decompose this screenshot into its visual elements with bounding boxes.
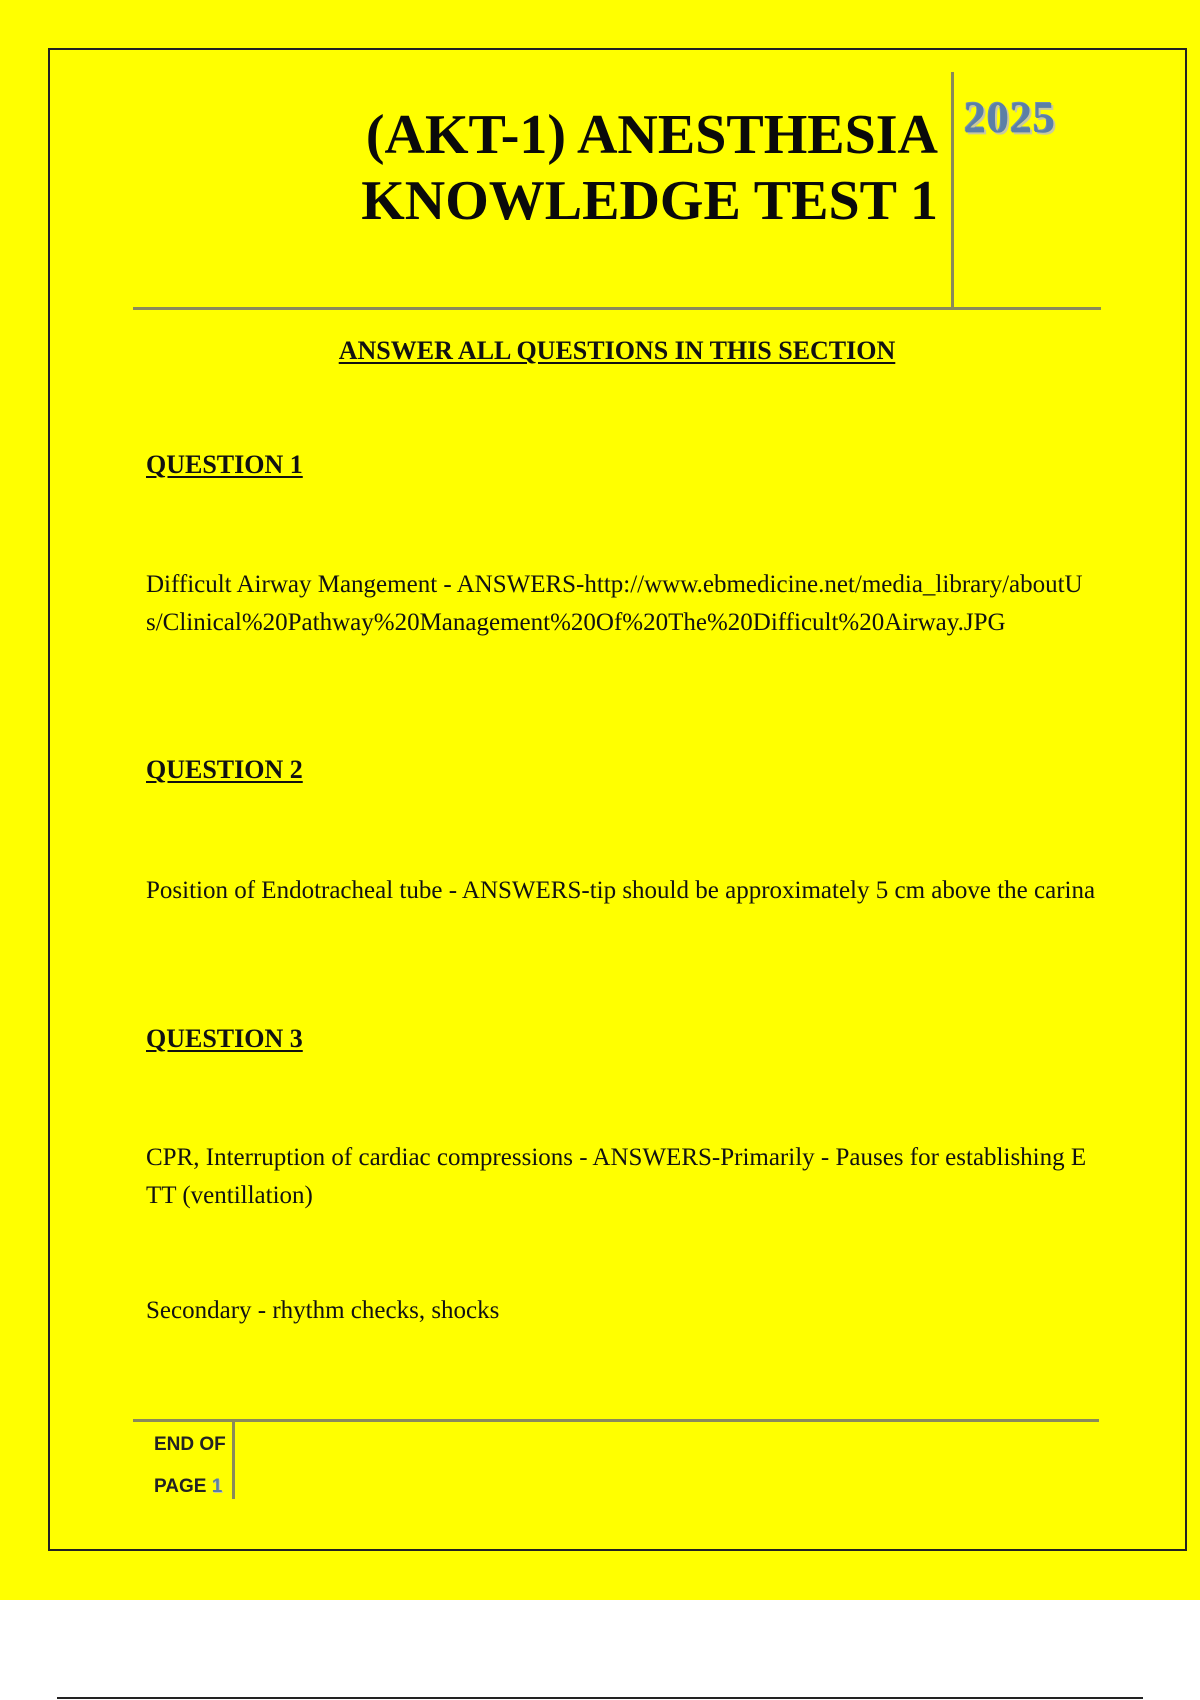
section-heading: ANSWER ALL QUESTIONS IN THIS SECTION — [338, 336, 896, 365]
question-3-heading: QUESTION 3 — [146, 1024, 303, 1053]
footer-divider-horizontal — [133, 1419, 1099, 1422]
year-badge: 2025 — [964, 93, 1056, 142]
end-of-text: END OF — [154, 1434, 226, 1455]
footer-divider-vertical — [232, 1421, 235, 1499]
page-title — [361, 102, 938, 234]
question-3-answer-primary: CPR, Interruption of cardiac compressions - ANSWERS-Primarily - Pauses for establishing ETT (ventillation) — [146, 1144, 1087, 1209]
bottom-rule — [57, 1697, 1143, 1699]
question-1-answer: Difficult Airway Mangement - ANSWERS-http://www.ebmedicine.net/media_library/aboutUs/Clinical%20Pathway%20Management%20Of%20The%20Difficult%20Airway.JPG — [146, 571, 1083, 636]
page-text: PAGE — [154, 1476, 207, 1497]
question-2-heading: QUESTION 2 — [146, 755, 303, 784]
page-number-line — [154, 1466, 226, 1508]
title-line-1: (AKT-1) ANESTHESIA — [365, 104, 938, 166]
title-line-2: KNOWLEDGE TEST 1 — [361, 170, 938, 232]
question-3-answer-secondary: Secondary - rhythm checks, shocks — [146, 1297, 500, 1324]
end-of-page-label — [154, 1424, 226, 1508]
question-1-heading: QUESTION 1 — [146, 450, 303, 479]
header-divider-horizontal — [133, 307, 1101, 310]
header-divider-vertical — [951, 72, 954, 308]
page-number: 1 — [211, 1476, 223, 1497]
question-2-answer: Position of Endotracheal tube - ANSWERS-tip should be approximately 5 cm above the carina — [146, 877, 1096, 904]
